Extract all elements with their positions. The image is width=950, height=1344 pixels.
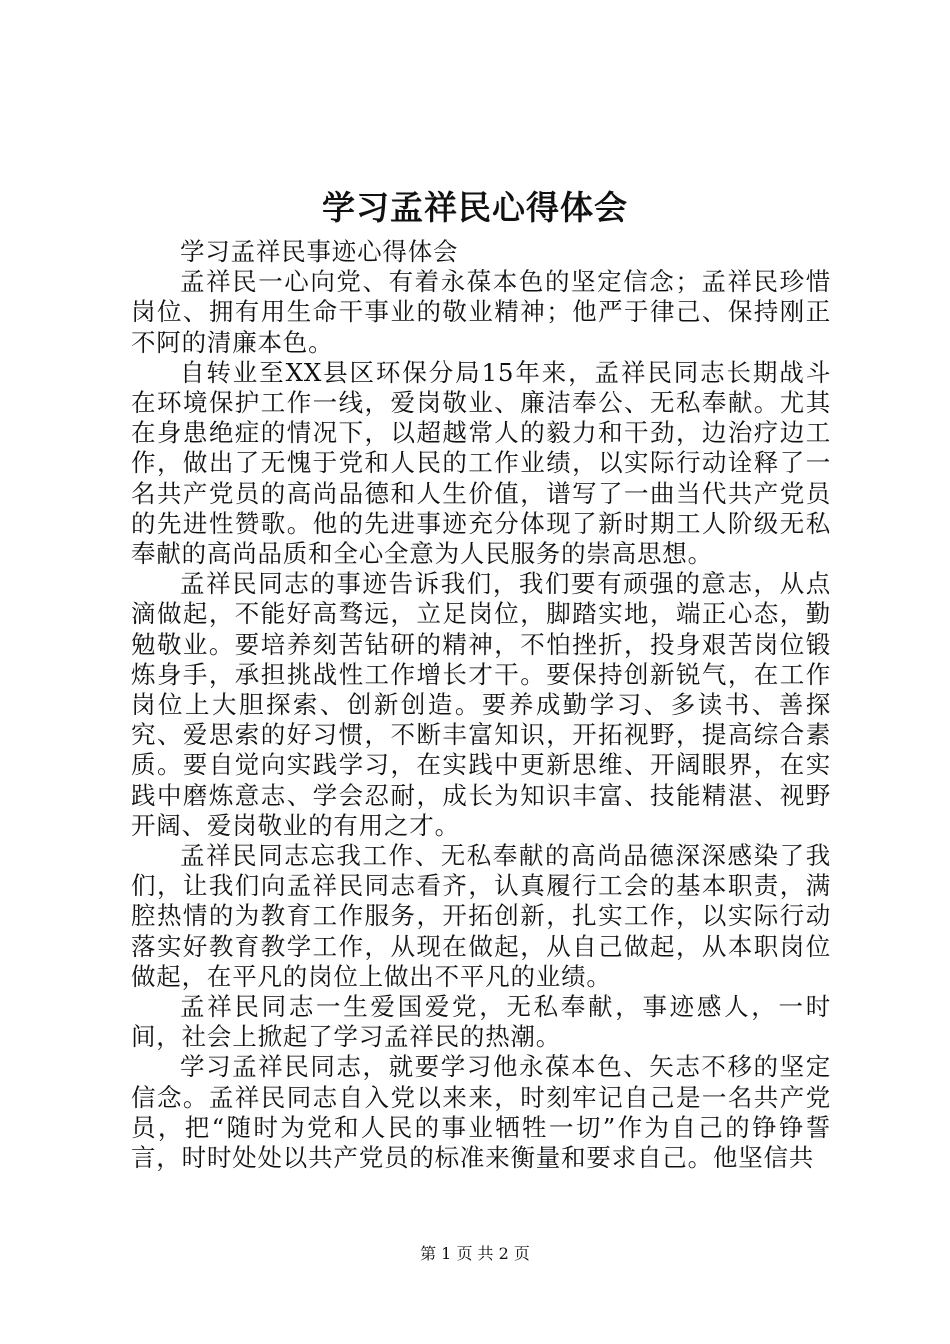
paragraph: 学习孟祥民同志，就要学习他永葆本色、矢志不移的坚定信念。孟祥民同志自入党以来来，时刻牢记自己是一名共产党员，把“随时为党和人民的事业牺牲一切”作为自己的铮铮誓言，时时处处以共产党员的标准来衡量和要求自己。他坚信共 [131,1052,831,1173]
paragraph: 孟祥民同志的事迹告诉我们，我们要有顽强的意志，从点滴做起，不能好高骛远，立足岗位，脚踏实地，端正心态，勤勉敬业。要培养刻苦钻研的精神，不怕挫折，投身艰苦岗位锻炼身手，承担挑战性工作增长才干。要保持创新锐气，在工作岗位上大胆探索、创新创造。要养成勤学习、多读书、善探究、爱思索的好习惯，不断丰富知识，开拓视野，提高综合素质。要自觉向实践学习，在实践中更新思维、开阔眼界，在实践中磨炼意志、学会忍耐，成长为知识丰富、技能精湛、视野开阔、爱岗敬业的有用之才。 [131,569,831,840]
document-title: 学习孟祥民心得体会 [322,188,628,227]
paragraph: 孟祥民同志一生爱国爱党，无私奉献，事迹感人，一时间，社会上掀起了学习孟祥民的热潮。 [131,992,831,1052]
paragraph: 自转业至XX县区环保分局15年来，孟祥民同志长期战斗在环境保护工作一线，爱岗敬业、廉洁奉公、无私奉献。尤其在身患绝症的情况下，以超越常人的毅力和干劲，边治疗边工作，做出了无愧于党和人民的工作业绩，以实际行动诠释了一名共产党员的高尚品德和人生价值，谱写了一曲当代共产党员的先进性赞歌。他的先进事迹充分体现了新时期工人阶级无私奉献的高尚品质和全心全意为人民服务的崇高思想。 [131,357,831,569]
page-footer: 第 1 页 共 2 页 [420,1244,530,1263]
paragraph: 孟祥民一心向党、有着永葆本色的坚定信念；孟祥民珍惜岗位、拥有用生命干事业的敬业精神；他严于律己、保持刚正不阿的清廉本色。 [131,267,831,357]
paragraph: 孟祥民同志忘我工作、无私奉献的高尚品德深深感染了我们，让我们向孟祥民同志看齐，认真履行工会的基本职责，满腔热情的为教育工作服务，开拓创新，扎实工作，以实际行动落实好教育教学工作，从现在做起，从自己做起，从本职岗位做起，在平凡的岗位上做出不平凡的业绩。 [131,841,831,991]
paragraph-subtitle: 学习孟祥民事迹心得体会 [180,237,459,266]
document-body [131,237,831,1173]
